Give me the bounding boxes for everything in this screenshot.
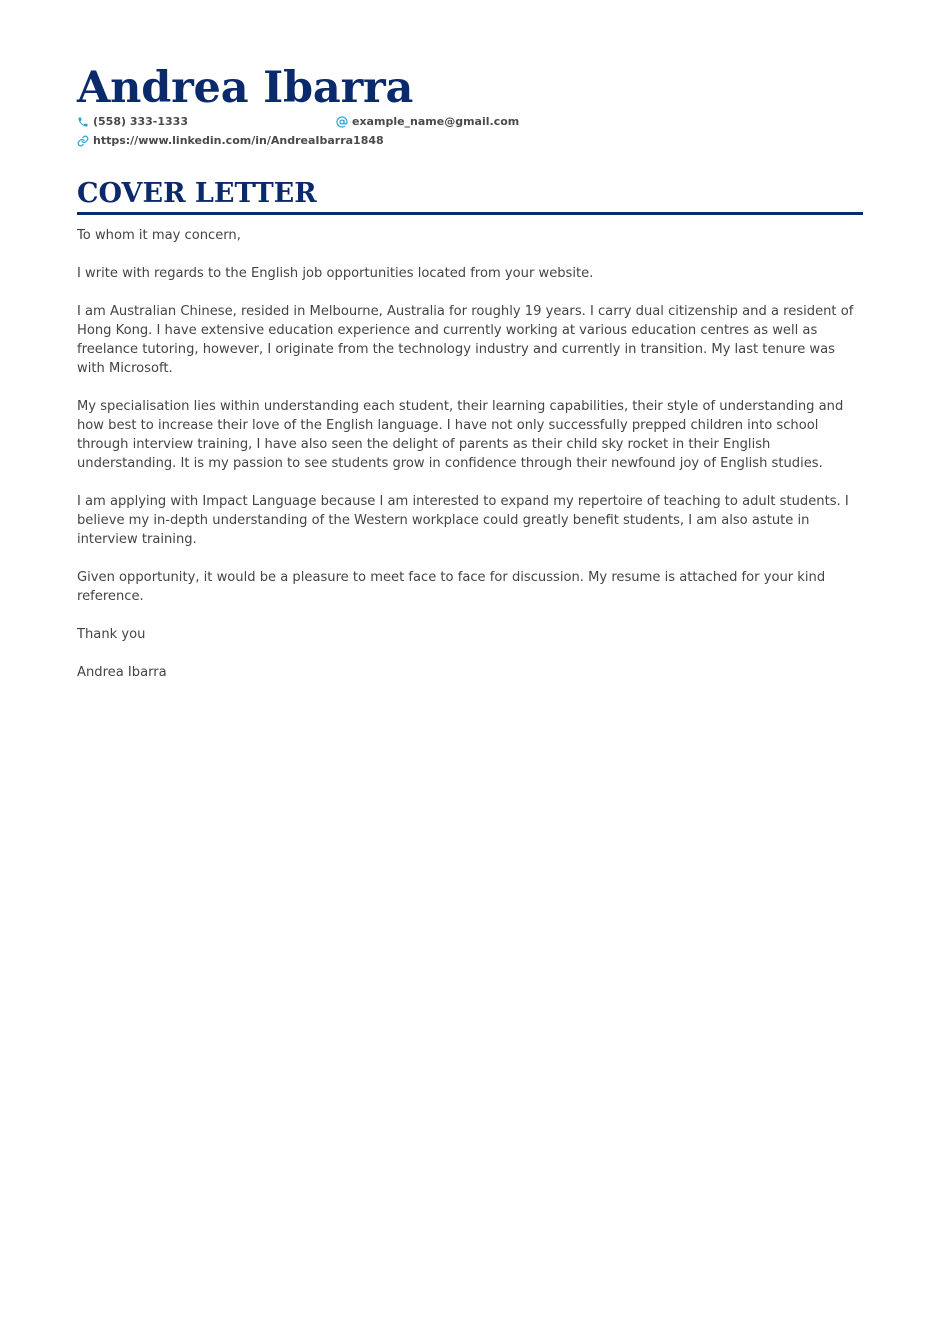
at-sign-icon bbox=[336, 116, 348, 128]
email-link[interactable]: example_name@gmail.com bbox=[352, 115, 520, 128]
letter-paragraph: I write with regards to the English job opportunities located from your website. bbox=[77, 266, 594, 281]
link-icon bbox=[77, 135, 89, 147]
letter-paragraph: Given opportunity, it would be a pleasure to meet face to face for discussion. My resume is attached for your kind reference. bbox=[77, 570, 826, 604]
section-divider bbox=[77, 212, 863, 215]
letter-paragraph: My specialisation lies within understanding each student, their learning capabilities, their style of understanding and how best to increase their love of the English language. I have not only successfully prepped children into school through interview training, I have also seen the delight of parents as their child sky rocket in their English understanding. It is my passion to see students grow in confidence through their newfound joy of English studies. bbox=[77, 399, 844, 471]
closing: Thank you bbox=[77, 627, 146, 642]
contact-email bbox=[336, 115, 519, 129]
letter-paragraph: I am Australian Chinese, resided in Melbourne, Australia for roughly 19 years. I carry dual citizenship and a resident of Hong Kong. I have extensive education experience and currently working at various education centres as well as freelance tutoring, however, I originate from the technology industry and currently in transition. My last tenure was with Microsoft. bbox=[77, 304, 854, 376]
greeting: To whom it may concern, bbox=[77, 228, 241, 243]
section-title: COVER LETTER bbox=[77, 178, 317, 209]
letter-body bbox=[77, 226, 863, 701]
linkedin-link[interactable]: https://www.linkedin.com/in/AndreaIbarra1848 bbox=[93, 134, 384, 147]
phone-icon bbox=[77, 116, 89, 128]
contact-phone bbox=[77, 115, 188, 129]
phone-text: (558) 333-1333 bbox=[93, 115, 188, 128]
contact-linkedin bbox=[77, 134, 384, 148]
signature: Andrea Ibarra bbox=[77, 665, 167, 680]
letter-paragraph: I am applying with Impact Language because I am interested to expand my repertoire of teaching to adult students. I believe my in-depth understanding of the Western workplace could greatly benefit students, I am also astute in interview training. bbox=[77, 494, 849, 547]
applicant-name: Andrea Ibarra bbox=[77, 63, 414, 113]
